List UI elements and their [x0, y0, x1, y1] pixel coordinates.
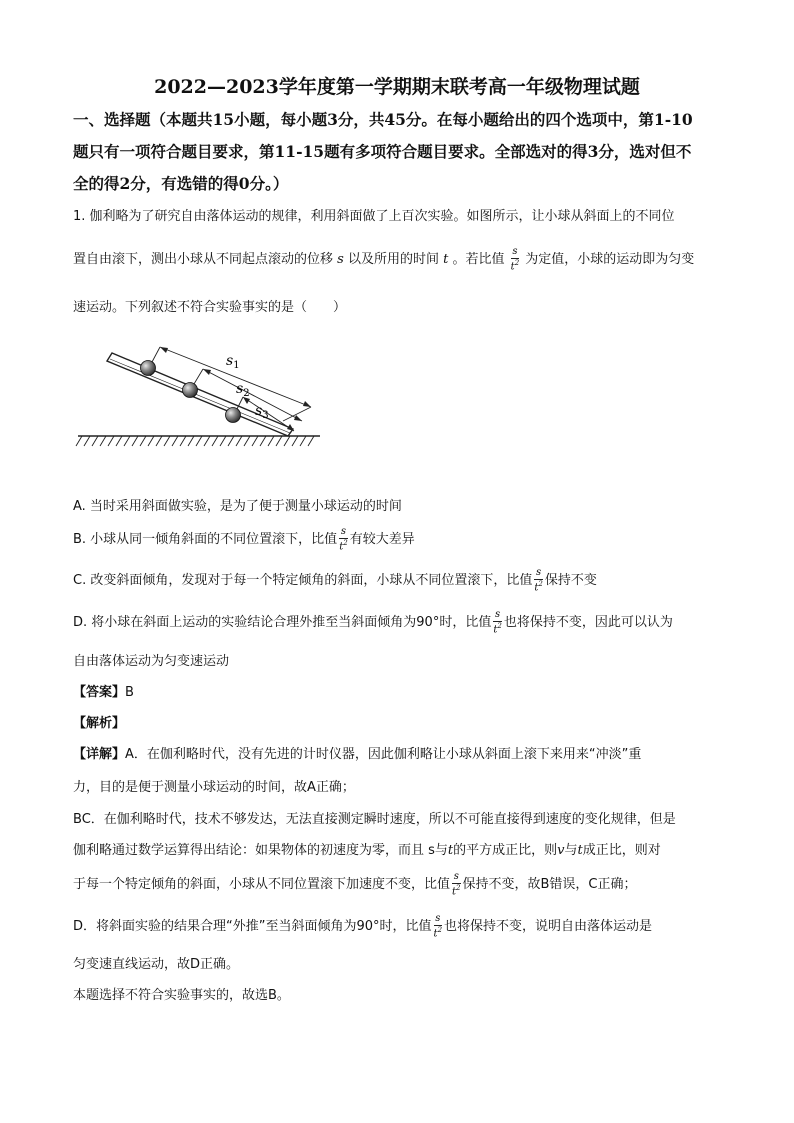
analysis-text: A．在伽利略时代，没有先进的计时仪器，因此伽利略让小球从斜面上滚下来用来“冲淡”重: [125, 747, 642, 762]
analysis-text: 也将保持不变，说明自由落体运动是: [444, 919, 653, 935]
option-d-text: D. 将小球在斜面上运动的实验结论合理外推至当斜面倾角为90°时，比值: [73, 615, 492, 631]
option-d-line-2: 自由落体运动为匀变速运动: [73, 654, 230, 669]
variable-v: v: [557, 843, 565, 858]
ratio-fraction: [511, 247, 520, 272]
section-instructions-line-3: 全的得2分，有选错的得0分。）: [73, 174, 289, 193]
analysis-line-7: 匀变速直线运动，故D正确。: [73, 957, 240, 972]
section-instructions-line-1: 一、选择题（本题共15小题，每小题3分，共45分。在每小题给出的四个选项中，第1-10: [73, 110, 693, 129]
option-c-text: 保持不变: [544, 573, 597, 589]
fraction-numerator: s: [512, 246, 518, 257]
analysis-line-6: [73, 914, 652, 939]
option-a: A. 当时采用斜面做实验，是为了便于测量小球运动的时间: [73, 499, 402, 514]
question-text: 。若比值: [452, 252, 505, 268]
incline-board: [107, 353, 293, 436]
question-text: 以及所用的时间: [347, 252, 439, 268]
ratio-fraction: $\frac{s}{t^2}$: [339, 526, 348, 553]
analysis-line-8: 本题选择不符合实验事实的，故选B。: [73, 988, 290, 1003]
analysis-line-3: BC．在伽利略时代，技术不够发达，无法直接测定瞬时速度，所以不可能直接得到速度的变化规律，但是: [73, 812, 676, 827]
option-d-text: 也将保持不变，因此可以认为: [503, 615, 673, 631]
variable-t: t: [443, 252, 449, 268]
ratio-fraction: $\frac{s}{t^2}$: [493, 609, 502, 636]
label-s1: $s_1$: [226, 353, 240, 371]
option-c-text: C. 改变斜面倾角，发现对于每一个特定倾角的斜面，小球从不同位置滚下，比值: [73, 573, 533, 589]
question-stem-line-2: [73, 247, 694, 272]
analysis-text: 成正比，则对: [582, 843, 661, 858]
variable-t: t: [577, 843, 583, 858]
answer-label: 【答案】: [73, 685, 126, 700]
option-b-text: B. 小球从同一倾角斜面的不同位置滚下，比值: [73, 532, 338, 548]
analysis-line-4: [73, 839, 661, 858]
analysis-text: 于每一个特定倾角的斜面，小球从不同位置滚下加速度不变，比值: [73, 877, 451, 893]
analysis-line-5: [73, 872, 637, 897]
option-c: [73, 568, 597, 593]
ratio-fraction: $\frac{s}{t^2}$: [433, 913, 443, 940]
page-title: 2022—2023学年度第一学期期末联考高一年级物理试题: [154, 76, 640, 98]
ratio-fraction: $\frac{s}{t^2}$: [452, 871, 461, 898]
analysis-text: 的平方成正比，则: [453, 843, 558, 858]
analysis-line-2: 力，目的是便于测量小球运动的时间，故A正确；: [73, 780, 355, 795]
incline-figure: [70, 325, 330, 455]
question-text: 置自由滚下，测出小球从不同起点滚动的位移: [73, 252, 334, 268]
answer-value: B: [125, 685, 134, 700]
ratio-fraction: $\frac{s}{t^2}$: [534, 567, 543, 594]
ball-2: [183, 383, 198, 398]
label-s2: $s_2$: [236, 381, 250, 399]
detail-label: 【详解】: [73, 747, 126, 762]
option-d: [73, 610, 673, 635]
analysis-text: D．将斜面实验的结果合理“外推”至当斜面倾角为90°时，比值: [73, 919, 432, 935]
variable-s: s: [337, 252, 344, 268]
ball-3: [226, 408, 241, 423]
analysis-line-1: [73, 743, 641, 762]
option-b: [73, 527, 415, 552]
question-stem-line-3: 速运动。下列叙述不符合实验事实的是（ ）: [73, 300, 347, 315]
s1-ext-start: [152, 347, 160, 362]
section-instructions-line-2: 题只有一项符合题目要求，第11-15题有多项符合题目要求。全部选对的得3分，选对但不: [73, 142, 692, 161]
option-b-text: 有较大差异: [349, 532, 415, 548]
analysis-text: 与: [564, 843, 578, 858]
fraction-denominator: $t^2$: [510, 259, 520, 273]
analysis-label: 【解析】: [73, 716, 126, 731]
label-s3: $s_3$: [255, 403, 269, 421]
s2-ext-start: [194, 369, 203, 384]
answer: [73, 681, 134, 700]
analysis-text: 保持不变，故B错误，C正确；: [462, 877, 637, 893]
variable-t: t: [447, 843, 454, 858]
s1-dimension-line: [160, 347, 311, 407]
analysis-text: 伽利略通过数学运算得出结论：如果物体的初速度为零，而且 s与: [73, 843, 448, 858]
question-text: 为定值，小球的运动即为匀变: [525, 252, 695, 268]
question-stem-line-1: 1. 伽利略为了研究自由落体运动的规律，利用斜面做了上百次实验。如图所示，让小球从斜面上的不同位: [73, 209, 675, 224]
ground-hatching: [76, 436, 314, 446]
ball-1: [141, 361, 156, 376]
